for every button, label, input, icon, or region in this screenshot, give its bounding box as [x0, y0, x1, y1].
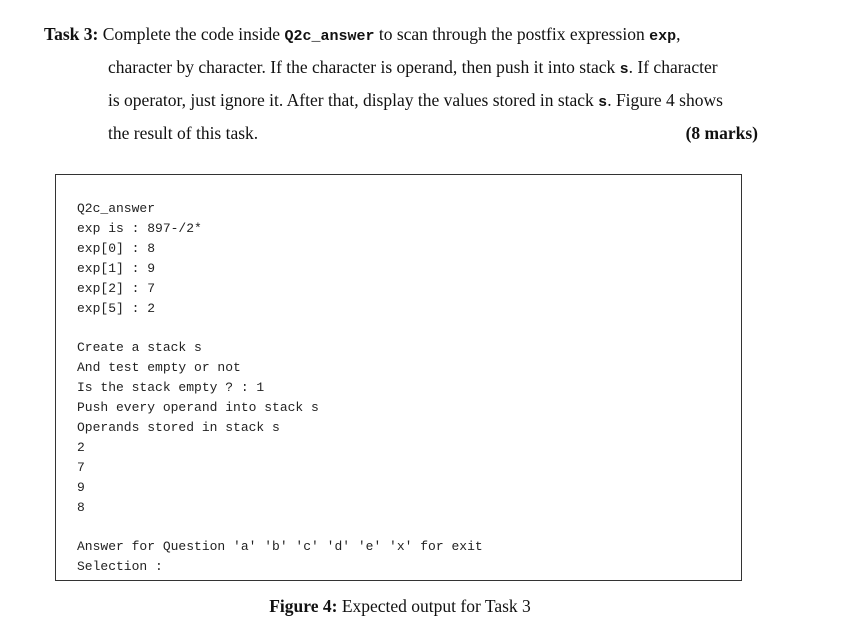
task-text-3a: is operator, just ignore it. After that, display the values stored in stack: [108, 90, 599, 110]
task-text-3b: . Figure 4 shows: [607, 90, 723, 110]
console-line: Selection :: [77, 559, 163, 575]
figure-caption: [0, 594, 800, 618]
task-line-1: [44, 22, 680, 46]
task-text-1a: Complete the code inside: [98, 24, 285, 44]
console-line: exp[0] : 8: [77, 240, 156, 256]
console-line: 2: [77, 439, 85, 455]
variable-exp: exp: [649, 28, 677, 45]
console-line: 9: [77, 479, 85, 495]
task-line-2: [108, 55, 718, 79]
task-line-3: [108, 88, 723, 112]
console-line: Q2c_answer: [77, 201, 156, 216]
console-line: exp is : 897-/2*: [77, 220, 202, 236]
figure-text: Expected output for Task 3: [337, 596, 531, 616]
console-line: Answer for Question 'a' 'b' 'c' 'd' 'e' 'x' for exit: [77, 539, 483, 555]
console-line: exp[5] : 2: [77, 300, 156, 316]
task-text-2a: character by character. If the character is operand, then push it into stack: [108, 57, 620, 77]
console-line: 7: [77, 459, 85, 475]
task-text-1c: ,: [676, 24, 681, 44]
console-line: Create a stack s: [77, 340, 202, 356]
variable-s: s: [619, 61, 629, 78]
task-text-2b: . If character: [628, 57, 718, 77]
task-line-4: the result of this task.: [108, 123, 259, 143]
console-line: Operands stored in stack s: [77, 419, 280, 435]
console-line: And test empty or not: [77, 360, 241, 376]
marks-label: (8 marks): [685, 123, 758, 143]
console-output-box: [55, 174, 742, 581]
task-text-1b: to scan through the postfix expression: [374, 24, 650, 44]
console-line: Is the stack empty ? : 1: [77, 380, 265, 396]
console-line: exp[1] : 9: [77, 260, 156, 276]
task-label: Task 3:: [44, 24, 99, 44]
console-line: Push every operand into stack s: [77, 400, 319, 415]
function-name: Q2c_answer: [284, 28, 375, 45]
variable-s-2: s: [598, 94, 608, 111]
console-line: exp[2] : 7: [77, 280, 156, 296]
console-line: 8: [77, 499, 85, 515]
figure-label: Figure 4:: [269, 596, 338, 616]
